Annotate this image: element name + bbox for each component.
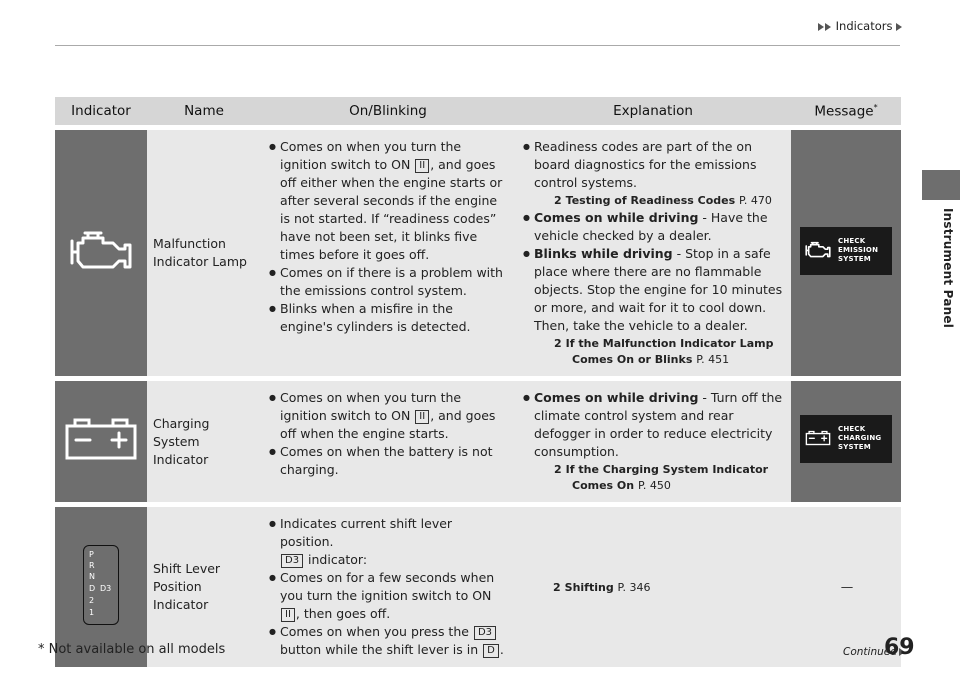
- indicator-table: [55, 92, 901, 672]
- check-engine-icon: [805, 241, 831, 259]
- page-reference: 2 If the Malfunction Indicator Lamp Comes On or Blinks P. 451: [554, 337, 774, 366]
- message-none: —: [840, 579, 854, 594]
- col-on-blinking: On/Blinking: [261, 97, 515, 125]
- list-item: ● Blinks when a misfire in the engine's cylinders is detected.: [269, 300, 509, 336]
- col-message: Message*: [791, 97, 901, 125]
- chapter-tab: [922, 170, 960, 200]
- explanation-cell: [515, 130, 791, 376]
- on-blinking-cell: [261, 507, 515, 667]
- chapter-label: Instrument Panel: [941, 208, 955, 329]
- d-key-label: D: [483, 644, 499, 658]
- list-item: ● Comes on when the battery is not charging.: [269, 443, 509, 479]
- on-blinking-cell: [261, 381, 515, 502]
- battery-icon: [805, 429, 831, 447]
- message-display: [800, 227, 892, 275]
- chevron-right-icon: [896, 23, 902, 31]
- list-item: ● Comes on when you turn the ignition switch to ON II , and goes off when the engine starts.: [269, 389, 509, 443]
- indicator-icon-cell: [55, 130, 147, 376]
- col-name: Name: [147, 97, 261, 125]
- chevron-right-icon: [818, 23, 824, 31]
- message-text: CHECK EMISSION SYSTEM: [838, 236, 879, 263]
- table-row: [55, 130, 901, 376]
- page-reference: 2 If the Charging System Indicator Comes On P. 450: [554, 463, 769, 492]
- breadcrumb: [818, 19, 903, 33]
- message-cell: [791, 381, 901, 502]
- breadcrumb-label: Indicators: [835, 19, 893, 33]
- message-cell: [791, 130, 901, 376]
- indicator-name: Shift Lever Position Indicator: [147, 507, 261, 667]
- list-item: ● Comes on while driving - Have the vehicle checked by a dealer.: [523, 209, 785, 245]
- message-display: [800, 415, 892, 463]
- d3-key-label: D3: [281, 554, 303, 568]
- explanation-cell: [515, 381, 791, 502]
- reference-marker: 2: [553, 580, 561, 594]
- on-blinking-cell: [261, 130, 515, 376]
- d3-key-label: D3: [474, 626, 496, 640]
- explanation-cell: [515, 507, 791, 667]
- shift-position-icon: P R N D D3 2 1: [83, 545, 119, 625]
- indicator-name: Charging System Indicator: [147, 381, 261, 502]
- indicator-name: Malfunction Indicator Lamp: [147, 130, 261, 376]
- check-engine-icon: [69, 229, 133, 273]
- list-item: ● Comes on if there is a problem with the emissions control system.: [269, 264, 509, 300]
- page-number: 69: [884, 635, 915, 660]
- ignition-key-label: II: [281, 608, 295, 622]
- list-item: ● Comes on while driving - Turn off the climate control system and rear defogger in order to reduce electricity consumption. 2 If the Charging System Indicator Comes On P. 450: [523, 389, 785, 494]
- footnote: * Not available on all models: [38, 642, 226, 657]
- list-item: ● Indicates current shift lever position. D3 indicator:: [269, 515, 509, 569]
- page-reference: 2 Testing of Readiness Codes P. 470: [554, 194, 772, 207]
- continued-label: Continued: [843, 646, 905, 658]
- chevron-right-icon: [825, 23, 831, 31]
- list-item: ● Comes on when you press the D3 button while the shift lever is in D .: [269, 623, 509, 659]
- table-row: [55, 381, 901, 502]
- table-header-row: [55, 97, 901, 125]
- list-item: ● Comes on for a few seconds when you turn the ignition switch to ON II , then goes off.: [269, 569, 509, 623]
- reference-marker: 2: [554, 463, 562, 476]
- reference-marker: 2: [554, 194, 562, 207]
- list-item: ● Blinks while driving - Stop in a safe place where there are no flammable objects. Stop the engine for 10 minutes or more, and wait for it to cool down. Then, take the vehicle to a dealer. 2 If the Malfunction Indicator Lamp Comes On or Blinks P. 451: [523, 245, 785, 368]
- message-text: CHECK CHARGING SYSTEM: [838, 425, 882, 451]
- col-explanation: Explanation: [515, 97, 791, 125]
- battery-icon: [63, 416, 139, 462]
- ignition-key-label: II: [415, 159, 429, 173]
- indicator-icon-cell: [55, 381, 147, 502]
- list-item: ● Comes on when you turn the ignition switch to ON II , and goes off either when the engine starts or after several seconds if the engine is not started. If “readiness codes” have not been set, it blinks five times before it goes off.: [269, 138, 509, 264]
- list-item: ● Readiness codes are part of the on board diagnostics for the emissions control systems. 2 Testing of Readiness Codes P. 470: [523, 138, 785, 209]
- ignition-key-label: II: [415, 410, 429, 424]
- col-indicator: Indicator: [55, 97, 147, 125]
- reference-marker: 2: [554, 337, 562, 350]
- page-reference: 2 Shifting P. 346: [553, 580, 651, 594]
- header-rule: [55, 45, 900, 46]
